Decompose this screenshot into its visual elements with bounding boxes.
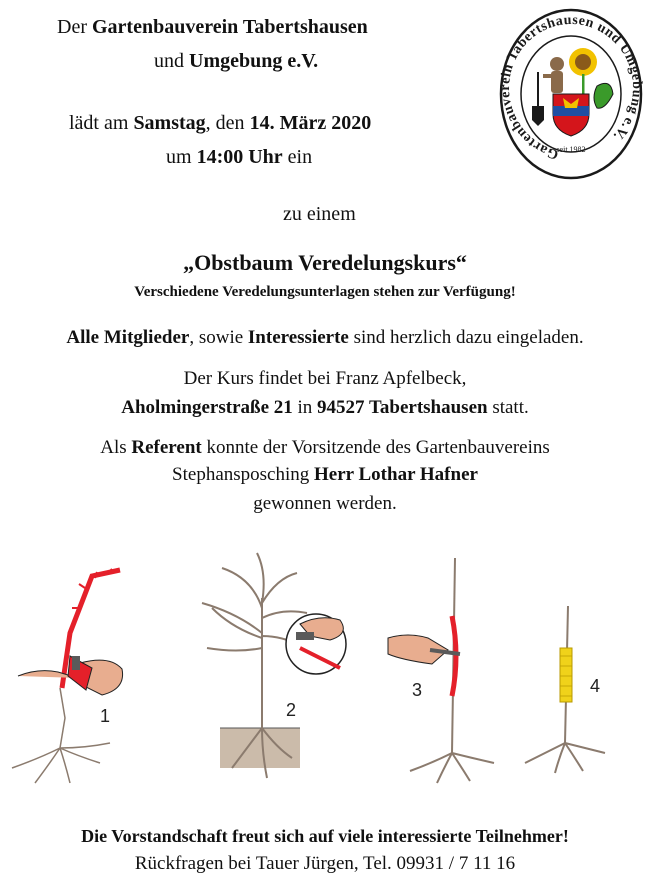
text: zu einem	[283, 203, 356, 225]
referent-line-3: gewonnen werden.	[253, 493, 397, 514]
location-line-1: Der Kurs findet bei Franz Apfelbeck,	[183, 368, 467, 389]
city: 94527 Tabertshausen	[317, 397, 488, 418]
invite-line	[0, 327, 650, 349]
time-line	[166, 146, 312, 169]
club-region: Umgebung e.V.	[189, 50, 319, 72]
text: in	[292, 397, 318, 418]
referent-name: Herr Lothar Hafner	[314, 464, 478, 485]
text: konnte der Vorsitzende des Gartenbauvereins	[201, 437, 550, 458]
date-line	[69, 112, 371, 135]
step-3-label: 3	[412, 680, 423, 700]
text: sind herzlich dazu eingeladen.	[348, 327, 584, 348]
grafting-step-3	[388, 558, 494, 783]
club-name: Gartenbauverein Tabertshausen	[91, 16, 368, 38]
weekday: Samstag	[133, 112, 206, 134]
text: und	[154, 50, 189, 72]
grafting-step-1	[12, 569, 123, 783]
members: Alle Mitglieder	[66, 327, 190, 348]
intro-line-1	[57, 16, 368, 39]
footer-contact: Rückfragen bei Tauer Jürgen, Tel. 09931 / 7 11 16	[134, 853, 516, 874]
text: Der	[57, 16, 92, 38]
referent-word: Referent	[131, 437, 202, 458]
event-date: 14. März 2020	[249, 112, 372, 134]
text: Als	[100, 437, 132, 458]
step-2-label: 2	[286, 700, 297, 720]
intro-line-2	[154, 50, 318, 73]
location-line-2	[0, 397, 650, 419]
club-seal-logo	[497, 6, 645, 184]
to-a-line	[283, 203, 356, 226]
text: um	[166, 146, 197, 168]
grafting-step-4	[525, 606, 605, 773]
text: Stephansposching	[172, 464, 315, 485]
grafting-step-2	[202, 553, 346, 778]
text: lädt am	[69, 112, 134, 134]
course-subtitle: Verschiedene Veredelungsunterlagen stehen zur Verfügung!	[134, 284, 516, 300]
interested: Interessierte	[247, 327, 349, 348]
referent-line-1	[0, 437, 650, 459]
svg-text:Gartenbauverein Tabertshausen: Gartenbauverein Tabertshausen und Umgebung e.V.	[498, 12, 645, 162]
course-title: „Obstbaum Veredelungskurs“	[183, 250, 467, 275]
text: , sowie	[189, 327, 248, 348]
referent-line-2	[0, 464, 650, 486]
text: , den	[205, 112, 250, 134]
since-label: seit 1982	[556, 145, 586, 154]
footer-line-1: Die Vorstandschaft freut sich auf viele interessierte Teilnehmer!	[81, 826, 569, 846]
street: Aholmingerstraße 21	[121, 397, 293, 418]
text: ein	[282, 146, 313, 168]
step-1-label: 1	[100, 706, 111, 726]
text: statt.	[487, 397, 529, 418]
event-time: 14:00 Uhr	[196, 146, 283, 168]
step-4-label: 4	[590, 676, 601, 696]
grafting-steps-illustration	[0, 548, 650, 788]
